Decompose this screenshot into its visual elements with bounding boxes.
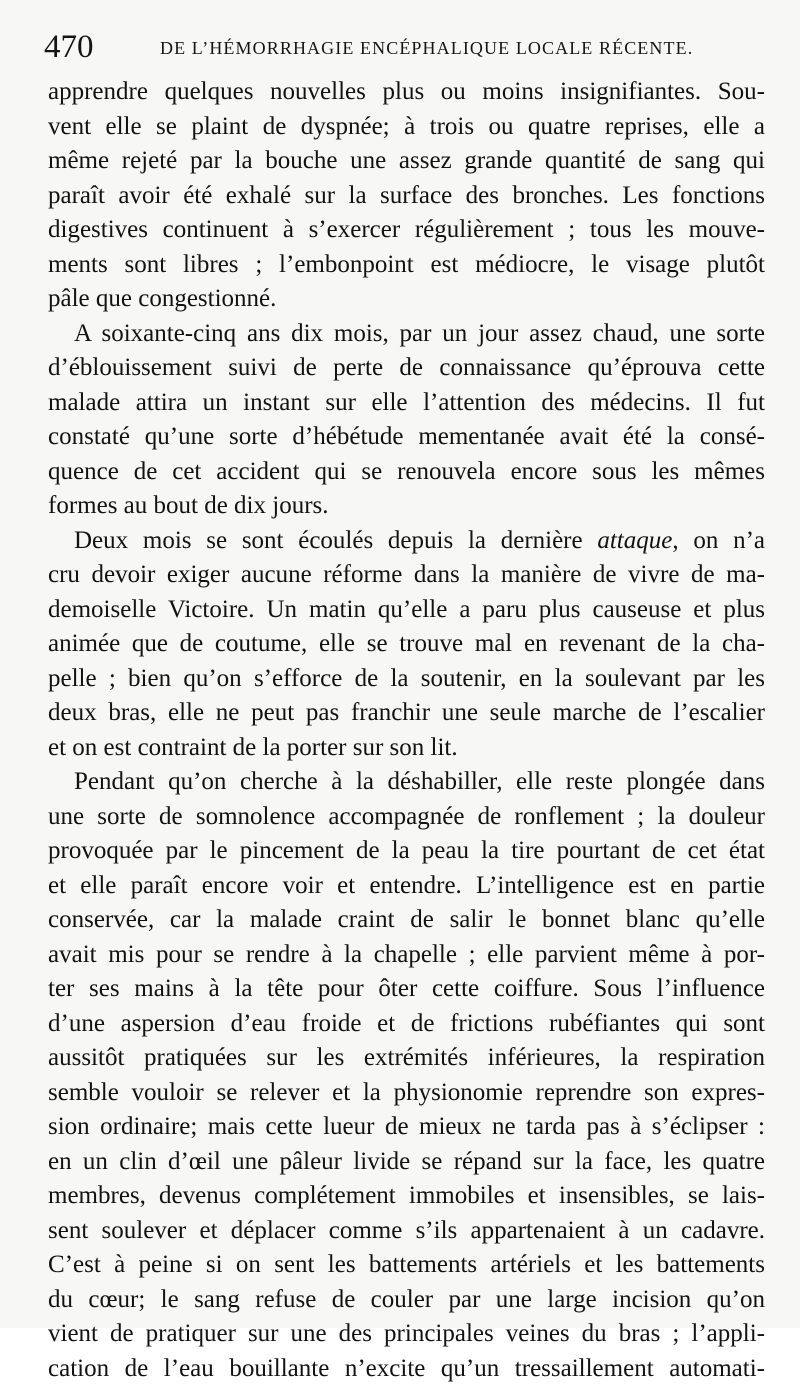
paragraph-2 — [48, 317, 765, 524]
page-header — [44, 26, 784, 66]
text-line: malade attira un instant sur elle l’attention des médecins. Il fut — [48, 386, 765, 421]
text-line: quence de cet accident qui se renouvela encore sous les mêmes — [48, 455, 765, 490]
text-line: pelle ; bien qu’on s’efforce de la soutenir, en la soulevant par les — [48, 662, 765, 697]
text-line: ments sont libres ; l’embonpoint est médiocre, le visage plutôt — [48, 248, 765, 283]
text-line: cation de l’eau bouillante n’excite qu’un tressaillement automati- — [48, 1352, 765, 1386]
text-line: vient de pratiquer sur une des principales veines du bras ; l’appli- — [48, 1317, 765, 1352]
text-line: pâle que congestionné. — [48, 282, 765, 317]
text-line: en un clin d’œil une pâleur livide se répand sur la face, les quatre — [48, 1145, 765, 1180]
text-line: aussitôt pratiquées sur les extrémités inférieures, la respiration — [48, 1041, 765, 1076]
text-line: apprendre quelques nouvelles plus ou moins insignifiantes. Sou- — [48, 75, 765, 110]
text-line: constaté qu’une sorte d’hébétude mementanée avait été la consé- — [48, 420, 765, 455]
text-line: sent soulever et déplacer comme s’ils appartenaient à un cadavre. — [48, 1214, 765, 1249]
text-line-with-emphasis — [48, 524, 765, 559]
text-line: d’une aspersion d’eau froide et de frictions rubéfiantes qui sont — [48, 1007, 765, 1042]
text-line: d’éblouissement suivi de perte de connaissance qu’éprouva cette — [48, 351, 765, 386]
line-start: Deux mois se sont écoulés depuis la dernière — [74, 527, 583, 554]
text-line: Pendant qu’on cherche à la déshabiller, elle reste plongée dans — [48, 765, 765, 800]
text-line: une sorte de somnolence accompagnée de ronflement ; la douleur — [48, 800, 765, 835]
text-line: conservée, car la malade craint de salir le bonnet blanc qu’elle — [48, 903, 765, 938]
text-line: A soixante-cinq ans dix mois, par un jour assez chaud, une sorte — [48, 317, 765, 352]
text-line: paraît avoir été exhalé sur la surface des bronches. Les fonctions — [48, 179, 765, 214]
text-line: même rejeté par la bouche une assez grande quantité de sang qui — [48, 144, 765, 179]
text-line: avait mis pour se rendre à la chapelle ; elle parvient même à por- — [48, 938, 765, 973]
text-line: sion ordinaire; mais cette lueur de mieux ne tarda pas à s’éclipser : — [48, 1110, 765, 1145]
text-line: provoquée par le pincement de la peau la tire pourtant de cet état — [48, 834, 765, 869]
running-head: DE L’HÉMORRHAGIE ENCÉPHALIQUE LOCALE RÉCENTE. — [160, 38, 693, 58]
text-line: deux bras, elle ne peut pas franchir une seule marche de l’escalier — [48, 696, 765, 731]
body-text — [48, 75, 765, 1386]
text-line: animée que de coutume, elle se trouve mal en revenant de la cha- — [48, 627, 765, 662]
paragraph-1 — [48, 75, 765, 317]
emphasis-word: attaque — [597, 527, 672, 554]
text-line: C’est à peine si on sent les battements artériels et les battements — [48, 1248, 765, 1283]
text-line: ter ses mains à la tête pour ôter cette coiffure. Sous l’influence — [48, 972, 765, 1007]
paragraph-3 — [48, 524, 765, 766]
text-line: et elle paraît encore voir et entendre. L’intelligence est en partie — [48, 869, 765, 904]
text-line: du cœur; le sang refuse de couler par une large incision qu’on — [48, 1283, 765, 1318]
line-end: , on n’a — [672, 527, 765, 554]
text-line: demoiselle Victoire. Un matin qu’elle a paru plus causeuse et plus — [48, 593, 765, 628]
page-number: 470 — [44, 30, 94, 64]
text-line: semble vouloir se relever et la physionomie reprendre son expres- — [48, 1076, 765, 1111]
text-line: formes au bout de dix jours. — [48, 489, 765, 524]
text-line: et on est contraint de la porter sur son lit. — [48, 731, 765, 766]
text-line: cru devoir exiger aucune réforme dans la manière de vivre de ma- — [48, 558, 765, 593]
text-line: vent elle se plaint de dyspnée; à trois ou quatre reprises, elle a — [48, 110, 765, 145]
paragraph-4 — [48, 765, 765, 1386]
text-line: digestives continuent à s’exercer régulièrement ; tous les mouve- — [48, 213, 765, 248]
text-line: membres, devenus complétement immobiles et insensibles, se lais- — [48, 1179, 765, 1214]
